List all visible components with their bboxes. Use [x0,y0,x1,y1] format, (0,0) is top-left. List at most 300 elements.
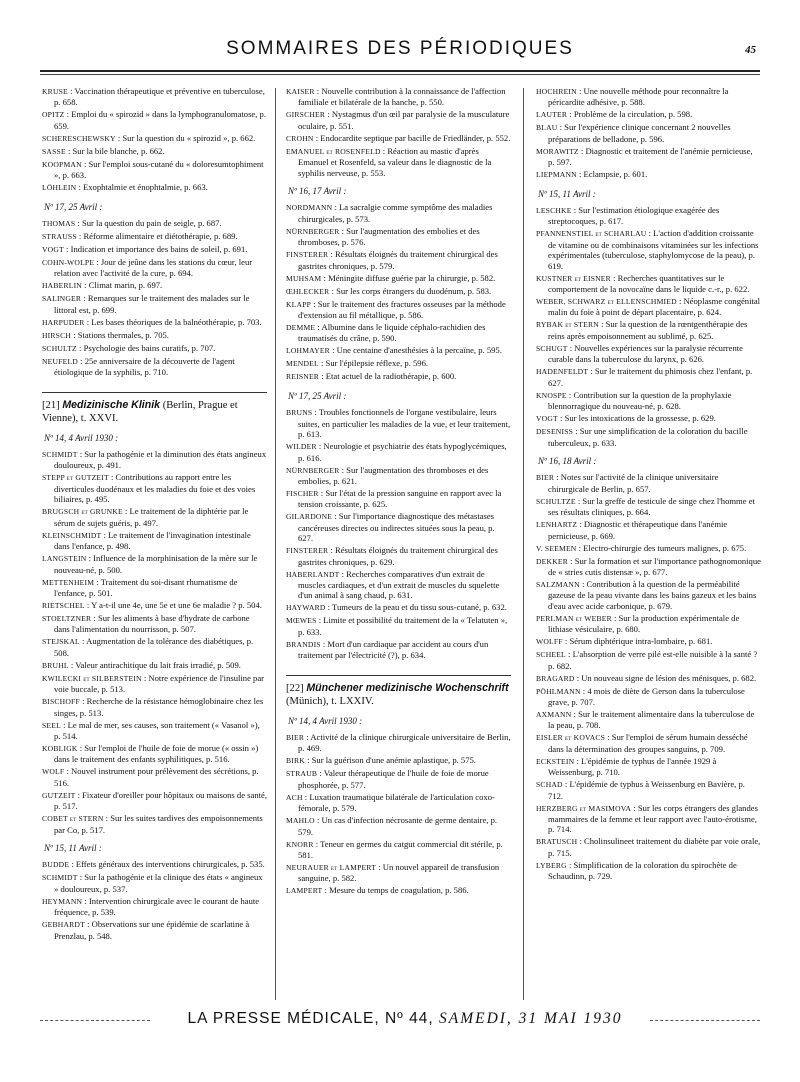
summary-entry [536,413,761,424]
entry-text: : Sur l'emploi sous-cutané du « doloresumtophiment », p. 663. [54,158,264,181]
entry-text: : Résultats éloignés du traitement chirurgical des gastrites chroniques, p. 629. [298,545,498,567]
summary-entry [286,885,511,896]
entry-author: SCHUGT [536,343,568,353]
issue-heading: Nº 17, 25 Avril : [288,390,347,401]
summary-entry [42,317,267,328]
summary-entry [42,673,267,695]
entry-author: MORAWITZ [536,146,579,156]
entry-text: : Problème de la circulation, p. 598. [569,109,693,120]
entry-author: KRUSE [42,87,68,96]
summary-entry [286,639,511,661]
entry-author: VOGT [536,414,558,424]
entry-text: : Mort d'un cardiaque par accident au cours d'un traitement par l'électricité (?), p. 634. [298,638,489,661]
entry-author: AXMANN [536,709,572,719]
entry-text: : Sur les corps étrangers des glandes mammaires de la femme et leur rapport avec l'auto-érotisme, p. 714. [548,802,758,835]
entry-text: : Tumeurs de la peau et du tissu sous-cutané, p. 632. [327,602,507,613]
entry-text: : Luxation traumatique bilatérale de l'articulation coxo-fémorale, p. 579. [298,791,495,814]
summary-entry [536,426,761,448]
entry-text: : Sur la guérison d'une anémie aplastique, p. 575. [307,755,476,766]
entry-author: SCHULTZ [42,343,77,353]
entry-author: HAYWARD [286,603,326,613]
summary-entry [42,343,267,354]
entry-author: LANGSTEIN [42,554,87,564]
summary-entry [42,766,267,788]
column-right [536,86,761,996]
journal-details: (Münich), t. LXXIV. [286,695,374,707]
summary-entry [42,600,267,611]
summary-entry [42,506,267,528]
entry-text: : Endocardite septique par bacille de Friedländer, p. 552. [315,132,511,143]
issue-heading: Nº 16, 18 Avril : [538,455,597,466]
entry-text: : Sur l'augmentation des thromboses et des embolies, p. 621. [298,464,489,486]
entry-author: BRUNS [286,408,313,418]
summary-entry [286,86,511,108]
summary-entry [286,569,511,601]
entry-text: : Sur l'état de la pression sanguine en rapport avec la tension croissante, p. 625. [298,487,502,510]
entry-author: NÜRNBERGER [286,226,340,236]
entry-text: : Les bases théoriques de la balnéothérapie, p. 703. [86,316,262,327]
entry-text: : Troubles fonctionnels de l'organe vestibulaire, leurs suites, en particulier les maladies de la vue, et leur traitement, p. 613. [298,407,511,440]
entry-author: LAUTER [536,110,568,120]
entry-text: : Notre expérience de l'insuline par voie buccale, p. 513. [54,672,265,695]
entry-author: PERLMAN et WEBER [536,613,612,623]
entry-author: HERZBERG et MASIMOVA [536,803,632,813]
entry-author: NORDMANN [286,203,333,213]
entry-author: WOLFF [536,637,563,647]
summary-entry [42,720,267,742]
entry-text: : Observations sur une épidémie de scarlatine à Prenzlau, p. 548. [54,919,250,941]
entry-author: NÜRNBERGER [286,465,340,475]
issue-heading: Nº 15, 11 Avril : [44,842,102,853]
summary-entry [286,407,511,439]
entry-text: : Sur la pathogénie et la diminution des états angineux douloureux, p. 491. [54,449,267,471]
summary-entry [286,768,511,790]
entry-author: NEURAUER et LAMPERT [286,863,377,872]
summary-entry [42,577,267,599]
summary-entry [42,553,267,575]
summary-entry [42,218,267,229]
summary-entry [536,613,761,635]
summary-entry [286,511,511,543]
summary-entry [536,649,761,671]
entry-text: : Une nouvelle méthode pour reconnaître la péricardite adhésive, p. 588. [548,86,729,108]
entry-text: : Sur la question du pain de seigle, p. 687. [77,218,222,229]
journal-number: [21] [42,399,60,411]
entry-author: PFANNENSTIEL et SCHARLAU [536,229,647,239]
entry-text: : Recherche de la résistance hémoglobinaire chez les singes, p. 513. [54,696,264,718]
entry-text: : Contribution sur la question de la prophylaxie blennorragique du nouveau-né, p. 628. [548,389,732,412]
entry-text: : Sur une simplification de la coloration du bacille tuberculeux, p. 633. [548,426,748,448]
entry-text: : Effets généraux des interventions chirurgicales, p. 535. [71,859,265,870]
entry-text: : Albumine dans le liquide céphalo-rachidien des traumatisés du crâne, p. 590. [298,322,486,344]
summary-entry [536,779,761,801]
entry-text: : Sur la question du « spirozid », p. 662. [117,132,256,143]
entry-author: WILDER [286,442,317,452]
entry-text: : Le mal de mer, ses causes, son traitement (« Vasanol »), p. 514. [54,719,260,741]
entry-author: SCHERESCHEWSKY [42,133,116,143]
entry-text: : Résultats éloignés du traitement chirurgical des gastrites chroniques, p. 579. [298,249,498,271]
entry-author: SCHAD [536,780,563,790]
entry-author: LÖHLEIN [42,183,77,193]
entry-author: LYBERG [536,860,567,870]
summary-entry [42,859,267,870]
entry-author: HABERLIN [42,281,82,291]
entry-author: STRAUB [286,769,318,779]
entry-text: : Nouvelle contribution à la connaissance de l'affection familiale et bilatérale de la hanche, p. 550. [298,86,506,108]
entry-text: : Sur l'augmentation des embolies et des thromboses, p. 576. [298,225,480,248]
entry-text: : Psychologie des bains curatifs, p. 707. [79,342,216,353]
entry-author: MENDEL [286,359,319,369]
entry-text: : L'action d'addition croissante de vitamine ou de combinaisons vitaminées sur les infections expérimentales (tuberculose, staphylomycose de la peau), p. 619. [548,228,759,271]
entry-author: EISLER et KOVACS [536,733,606,743]
entry-text: : Un nouveau signe de lésion des ménisques, p. 682. [576,672,757,683]
journal-heading [286,675,511,708]
summary-entry [286,146,511,178]
entry-text: : Mesure du temps de coagulation, p. 586. [324,885,469,896]
column-middle [286,86,511,996]
entry-text: : Etat actuel de la radiothérapie, p. 600. [321,371,457,382]
entry-text: : Traitement du soi-disant rhumatisme de l'enfance, p. 501. [54,576,238,598]
summary-entry [286,286,511,297]
entry-text: : Contribution à la question de la perméabilité gazeuse de la peau vivante dans les bains gazeux et les bains d'eau avec acide carbonique, p. 679. [548,578,757,611]
summary-entry [42,280,267,291]
entry-text: : Climat marin, p. 697. [84,280,163,291]
summary-entry [42,790,267,812]
entry-author: STRAUSS [42,232,77,242]
journal-name: Medizinische Klinik [62,398,161,411]
entry-text: : Vaccination thérapeutique et préventive en tuberculose, p. 658. [54,86,265,108]
entry-text: : Valeur antirachitique du lait frais irradié, p. 509. [70,659,241,670]
entry-text: : Un nouvel appareil de transfusion sanguine, p. 582. [298,862,500,884]
entry-author: SALZMANN [536,579,580,589]
entry-author: DEKKER [536,556,568,566]
entry-author: OPITZ [42,110,65,120]
entry-text: : Sur la bile blanche, p. 662. [67,145,165,156]
entry-text: : Neurologie et psychiatrie des états hypoglycémiques, p. 616. [298,441,507,463]
summary-entry [286,226,511,248]
summary-entry [286,299,511,321]
summary-entry [536,673,761,684]
entry-author: THOMAS [42,219,76,229]
entry-author: RYBAK et STERN [536,320,599,330]
entry-text: : Simplification de la coloration du spirochète de Schaudinn, p. 729. [548,859,737,882]
entry-text: : 25e anniversaire de la découverte de l'agent étiologique de la syphilis, p. 710. [54,355,235,378]
entry-text: : Nystagmus d'un œil par paralysie de la musculature oculaire, p. 551. [298,109,510,131]
summary-entry [536,86,761,108]
entry-author: FINSTERER [286,250,329,260]
entry-author: GEBHARDT [42,920,85,930]
summary-entry [286,249,511,271]
entry-text: : Recherches quantitatives sur le comportement de la novocaïne dans le liquide c.-r., p. 622. [548,272,750,295]
entry-text: : Sérum diphtérique intra-lombaire, p. 681. [564,636,713,647]
journal-number: [22] [286,682,304,694]
entry-author: DEMME [286,323,316,333]
summary-entry [286,465,511,487]
summary-entry [42,743,267,765]
entry-author: CROHN [286,133,314,143]
summary-entry [536,543,761,554]
entry-text: : Activité de la clinique chirurgicale universitaire de Berlin, p. 469. [298,731,511,754]
summary-entry [42,530,267,552]
summary-entry [286,862,511,884]
entry-author: MŒWES [286,616,317,626]
entry-author: WEBER, SCHWARZ et ELLENSCHMIED [536,297,677,307]
entry-author: EMANUEL et ROSENFELD [286,146,381,156]
entry-text: : Sur l'expérience clinique concernant 2 nouvelles préparations de belladone, p. 596. [548,122,731,144]
entry-text: : Indication et importance des bains de soleil, p. 691. [66,244,248,255]
summary-entry [536,803,761,835]
entry-author: KOBLIGK [42,743,78,753]
summary-entry [536,496,761,518]
summary-entry [286,615,511,637]
entry-text: : Néoplasme congénital malin du foie à point de départ placentaire, p. 624. [548,296,761,318]
entry-text: : Sur la greffe de testicule de singe chez l'homme et ses résultats cliniques, p. 664. [548,495,755,518]
entry-author: STEPP et GUTZEIT [42,473,109,483]
summary-entry [42,86,267,108]
summary-entry [536,860,761,882]
entry-text: : Un cas d'infection nécrosante de germe dentaire, p. 579. [298,815,498,837]
summary-entry [42,133,267,144]
entry-text: : Electro-chirurgie des tumeurs malignes, p. 675. [578,542,747,553]
page-header [40,38,760,62]
entry-text: : Sur l'estimation étiologique exagérée des streptocoques, p. 617. [548,205,720,227]
entry-text: : L'absorption de verre pilé est-elle nuisible à la santé ? p. 682. [548,649,758,671]
summary-entry [536,122,761,144]
entry-author: STOELTZNER [42,613,92,623]
issue-heading: Nº 14, 4 Avril 1930 : [44,432,119,443]
entry-author: METTENHEIM [42,577,95,587]
entry-text: : Le traitement de l'invagination intestinale dans l'enfance, p. 498. [54,529,251,552]
column-divider [275,88,276,1000]
entry-text: : Stations thermales, p. 705. [73,329,169,340]
header-rule-thin [40,74,760,75]
entry-author: GIRSCHER [286,110,326,120]
summary-entry [42,330,267,341]
page-number: 45 [745,44,756,56]
summary-entry [42,244,267,255]
footer-journal: LA PRESSE MÉDICALE, Nº 44, [187,1010,434,1027]
entry-text: : Sur les suites tardives des empoisonnements par Co, p. 517. [54,813,263,835]
summary-entry [536,636,761,647]
issue-heading: Nº 17, 25 Avril : [44,201,103,212]
entry-author: ACH [286,792,303,802]
entry-author: KAISER [286,87,315,96]
entry-author: WOLF [42,767,65,777]
summary-entry [42,109,267,131]
column-divider [523,88,524,1000]
summary-entry [286,109,511,131]
footer-date: SAMEDI, 31 MAI 1930 [438,1010,623,1027]
summary-entry [536,296,761,318]
summary-entry [536,146,761,168]
journal-heading [42,392,267,425]
summary-entry [536,732,761,754]
journal-name: Münchener medizinische Wochenschrift [306,681,509,694]
summary-entry [536,109,761,120]
entry-text: : Exophtalmie et énophtalmie, p. 663. [78,182,208,193]
entry-text: : Sur les corps étrangers du duodénum, p. 583. [331,285,492,296]
entry-author: LESCHKE [536,206,572,216]
entry-text: : Intervention chirurgicale avec le courant de haute fréquence, p. 539. [54,895,260,918]
entry-author: DESENISS [536,427,574,437]
summary-entry [42,182,267,193]
entry-text: : Diagnostic et traitement de l'anémie pernicieuse, p. 597. [548,145,753,168]
summary-entry [536,756,761,778]
summary-entry [536,205,761,227]
summary-entry [536,366,761,388]
summary-entry [536,228,761,271]
summary-entry [286,322,511,344]
summary-entry [286,488,511,510]
summary-entry [536,519,761,541]
summary-entry [286,345,511,356]
entry-author: MAHLO [286,816,315,826]
entry-text: : Sur la production expérimentale de lithiase vésiculaire, p. 680. [548,612,740,635]
entry-text: : Y a-t-il une 4e, une 5e et une 6e maladie ? p. 504. [86,599,262,610]
entry-author: KWILECKI et SILBERSTEIN [42,673,142,683]
entry-text: : 4 mois de diète de Gerson dans la tuberculose grave, p. 707. [548,685,745,707]
page-footer [40,1010,760,1032]
entry-author: HIRSCH [42,330,72,340]
entry-author: SCHULTZE [536,496,576,506]
entry-author: ECKSTEIN [536,756,575,766]
entry-text: : Sur l'emploi de sérum humain desséché dans la détermination des groupes sanguins, p. 709. [548,732,748,754]
issue-heading: Nº 14, 4 Avril 1930 : [288,715,363,726]
entry-author: GILARDONE [286,512,333,522]
entry-text: : Méningite diffuse guérie par la chirurgie, p. 582. [323,272,496,283]
entry-author: BLAU [536,123,558,133]
entry-author: KNOSPE [536,390,567,400]
entry-author: MUHSAM [286,273,322,283]
entry-text: : Jour de jeûne dans les stations du cœur, leur relation avec l'activité de la cure, p. 694. [54,257,253,279]
entry-author: FISCHER [286,488,319,498]
summary-entry [536,686,761,708]
entry-text: : Sur la pathogénie et la clinique des états « angineux » douloureux, p. 537. [54,872,263,894]
summary-entry [42,660,267,671]
entry-text: : L'épidémie de typhus de l'année 1929 à Weissenburg, p. 710. [548,755,717,778]
summary-entry [42,896,267,918]
entry-author: HOCHREIN [536,87,577,96]
entry-text: : Le traitement de la diphtérie par le sérum de sujets guéris, p. 497. [54,506,249,528]
entry-author: HABERLANDT [286,569,340,579]
entry-author: COBET et STERN [42,814,104,824]
summary-entry [536,836,761,858]
entry-author: BIER [286,732,305,742]
summary-entry [286,792,511,814]
entry-text: : Sur la formation et sur l'importance pathognomonique de « stries cutis distensæ », p. 677. [548,555,761,577]
summary-entry [42,257,267,279]
entry-text: : Sur le traitement des fractures osseuses par la méthode d'extension au fil métallique, p. 586. [298,298,506,321]
entry-text: : Sur l'importance diagnostique des métastases cancéreuses directes ou indirectes situées sous la peau, p. 627. [298,511,495,544]
summary-entry [536,390,761,412]
entry-text: : La sacralgie comme symptôme des maladies chirurgicales, p. 573. [298,202,493,224]
summary-entry [42,613,267,635]
entry-text: : Fixateur d'oreiller pour hôpitaux ou maisons de santé, p. 517. [54,789,267,812]
entry-text: : Diagnostic et thérapeutique dans l'anémie pernicieuse, p. 669. [548,519,728,541]
entry-author: BISCHOFF [42,697,80,707]
entry-author: KLAPP [286,299,312,309]
summary-entry [42,696,267,718]
entry-author: STEJSKAL [42,637,80,647]
entry-author: BRUGSCH et GRUNKE [42,507,123,517]
entry-author: GUTZEIT [42,790,76,800]
entry-text: : Réforme alimentaire et diétothérapie, p. 689. [78,231,238,242]
summary-entry [286,755,511,766]
entry-text: : Eclampsie, p. 601. [579,169,648,180]
summary-entry [42,231,267,242]
entry-author: KOOPMAN [42,159,82,169]
entry-author: LAMPERT [286,886,323,896]
entry-text: : Notes sur l'activité de la clinique universitaire chirurgicale de Berlin, p. 657. [548,472,719,494]
entry-author: ŒHLECKER [286,286,330,296]
summary-entry [286,732,511,754]
entry-text: : Recherches comparatives d'un extrait de muscles cardiaques, et d'un extrait de muscles du squelette d'un animal à sang chaud, p. 631. [298,568,500,601]
entry-text: : Réaction au mastic d'après Emanuel et Rosenfeld, sa valeur dans le diagnostic de la syphilis nerveuse, p. 553. [298,145,492,178]
entry-author: VOGT [42,245,64,255]
entry-author: SCHMIDT [42,873,78,883]
entry-text: : Remarques sur le traitement des malades sur le littoral est, p. 699. [54,293,250,315]
summary-entry [286,545,511,567]
entry-author: LIEPMANN [536,170,577,180]
entry-author: HEYMANN [42,896,83,906]
entry-text: : Teneur en germes du catgut commercial dit stérile, p. 581. [298,838,503,860]
summary-entry [42,872,267,894]
entry-author: SCHMIDT [42,450,78,460]
summary-entry [42,356,267,378]
summary-entry [536,169,761,180]
entry-author: BRAGARD [536,673,575,683]
entry-text: : Contributions au rapport entre les diverticules duodénaux et les maladies du foie et des voies biliaires, p. 495. [54,472,256,505]
entry-text: : Une centaine d'anesthésies à la percaïne, p. 595. [332,345,502,356]
summary-entry [286,441,511,463]
entry-author: KNORR [286,839,314,849]
summary-entry [286,815,511,837]
entry-text: : Sur les intoxications de la grossesse, p. 629. [560,413,716,424]
journal-details: (Berlin, Prague et Vienne), t. XXVI. [42,399,238,424]
summary-entry [42,146,267,157]
summary-entry [286,371,511,382]
entry-author: SASSE [42,146,66,156]
summary-entry [42,159,267,181]
entry-text: : Sur la question de la rœntgenthérapie des reins après empoisonnement au sublimé, p. 625. [548,319,748,341]
page-title: SOMMAIRES DES PÉRIODIQUES [226,38,574,59]
entry-text: : Sur l'épilepsie réflexe, p. 596. [321,358,429,369]
entry-author: FINSTERER [286,546,329,556]
entry-author: REISNER [286,372,320,382]
summary-entry [42,919,267,941]
entry-author: KLEINSCHMIDT [42,530,102,540]
summary-entry [536,273,761,295]
entry-author: HADENFELDT [536,367,589,377]
footer-dashes-right [650,1020,760,1021]
summary-entry [536,319,761,341]
summary-entry [286,839,511,861]
entry-author: BUDDE [42,860,70,870]
entry-text: : Sur le traitement du phimosis chez l'enfant, p. 627. [548,366,753,388]
entry-author: BIER [536,473,555,483]
summary-entry [286,358,511,369]
entry-author: BRANDIS [286,639,321,649]
entry-text: : L'épidémie de typhus à Weissenburg en Bavière, p. 712. [548,779,745,801]
summary-entry [286,602,511,613]
summary-entry [286,202,511,224]
entry-author: BRUHL [42,660,69,670]
entry-text: : Sur le traitement alimentaire dans la tuberculose de la peau, p. 708. [548,708,755,731]
summary-entry [42,472,267,504]
entry-author: LOHMAYER [286,346,330,356]
entry-author: SEEL [42,720,61,730]
entry-author: KUSTNER et EISNER [536,273,611,283]
